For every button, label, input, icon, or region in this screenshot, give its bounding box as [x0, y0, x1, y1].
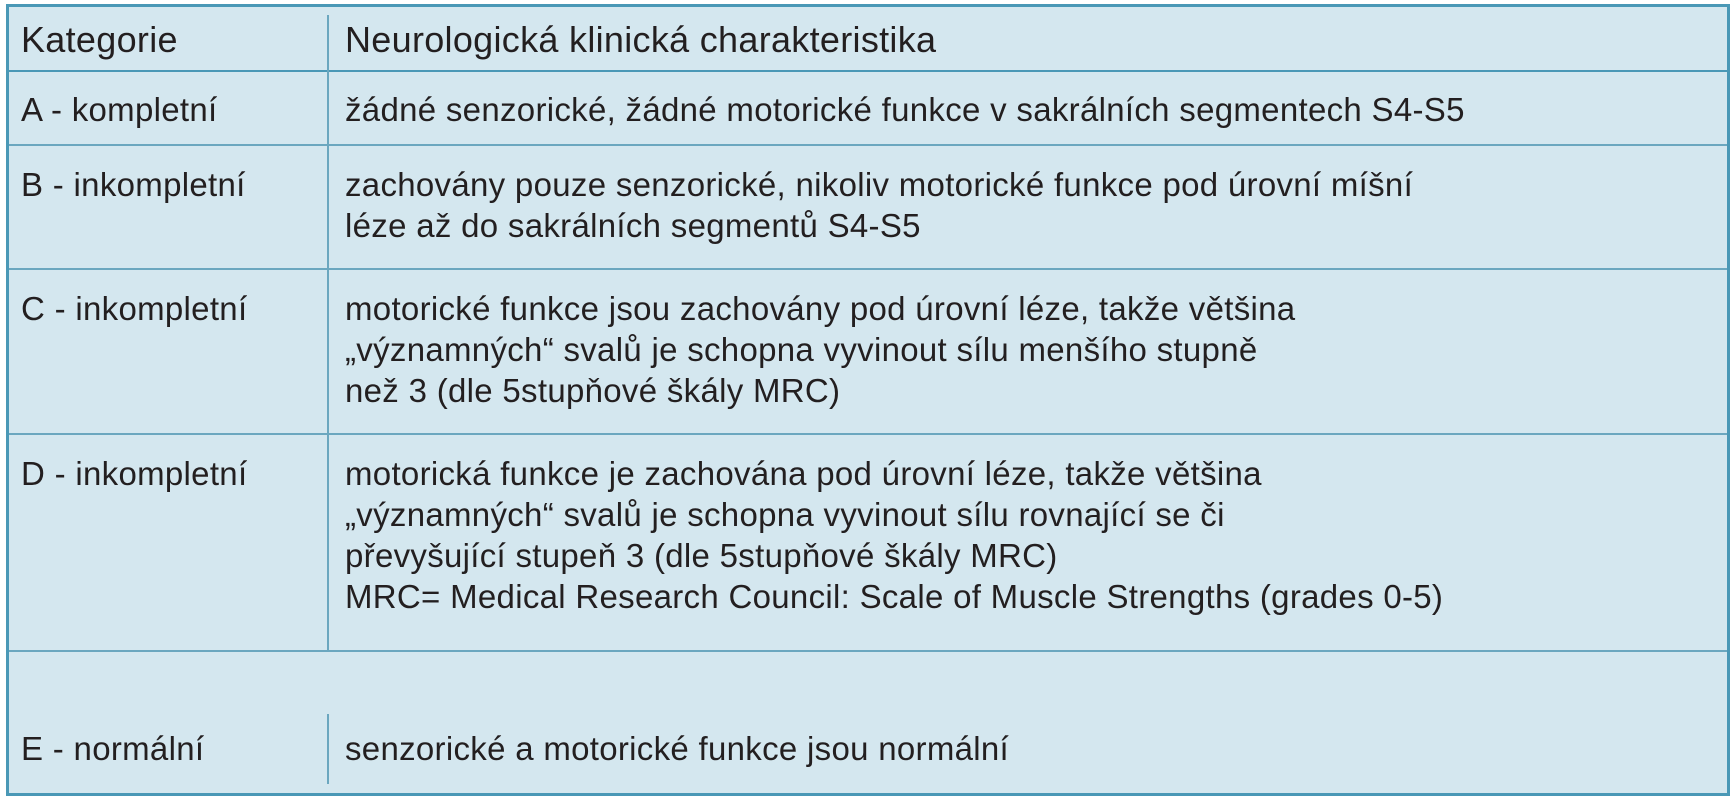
description-line: senzorické a motorické funkce jsou normální — [345, 730, 1010, 767]
row-category: E - normální — [21, 730, 205, 767]
table-header-row — [9, 7, 1727, 72]
asia-classification-table — [6, 4, 1730, 796]
description-line: motorické funkce jsou zachovány pod úrovní léze, takže většina — [345, 290, 1296, 327]
description-line: zachovány pouze senzorické, nikoliv motorické funkce pod úrovní míšní — [345, 166, 1414, 203]
column-divider — [327, 72, 329, 144]
description-line: léze až do sakrálních segmentů S4-S5 — [345, 207, 921, 244]
table-row-a — [9, 72, 1727, 146]
description-line: než 3 (dle 5stupňové škály MRC) — [345, 372, 841, 409]
row-category: C - inkompletní — [21, 290, 248, 327]
column-divider — [327, 435, 329, 650]
description-line: MRC= Medical Research Council: Scale of Muscle Strengths (grades 0-5) — [345, 578, 1444, 615]
column-divider — [327, 146, 329, 268]
description-line: „významných“ svalů je schopna vyvinout sílu rovnající se či — [345, 496, 1225, 533]
row-category: A - kompletní — [21, 91, 218, 128]
row-category: B - inkompletní — [21, 166, 246, 203]
column-divider — [327, 714, 329, 784]
description-line: žádné senzorické, žádné motorické funkce v sakrálních segmentech S4-S5 — [345, 91, 1465, 128]
description-line: převyšující stupeň 3 (dle 5stupňové škály MRC) — [345, 537, 1058, 574]
row-description — [345, 728, 1719, 769]
table-row-d — [9, 435, 1727, 652]
table-row-b — [9, 146, 1727, 270]
row-description — [345, 453, 1719, 617]
row-description — [345, 89, 1719, 130]
description-line: motorická funkce je zachována pod úrovní léze, takže většina — [345, 455, 1262, 492]
column-divider — [327, 270, 329, 433]
table-row-e — [9, 652, 1727, 793]
row-description — [345, 288, 1719, 411]
row-category: D - inkompletní — [21, 455, 248, 492]
column-divider — [327, 15, 329, 72]
description-line: „významných“ svalů je schopna vyvinout sílu menšího stupně — [345, 331, 1258, 368]
table-row-c — [9, 270, 1727, 435]
row-description — [345, 164, 1719, 246]
header-category: Kategorie — [21, 19, 178, 60]
header-characteristic: Neurologická klinická charakteristika — [345, 19, 937, 60]
